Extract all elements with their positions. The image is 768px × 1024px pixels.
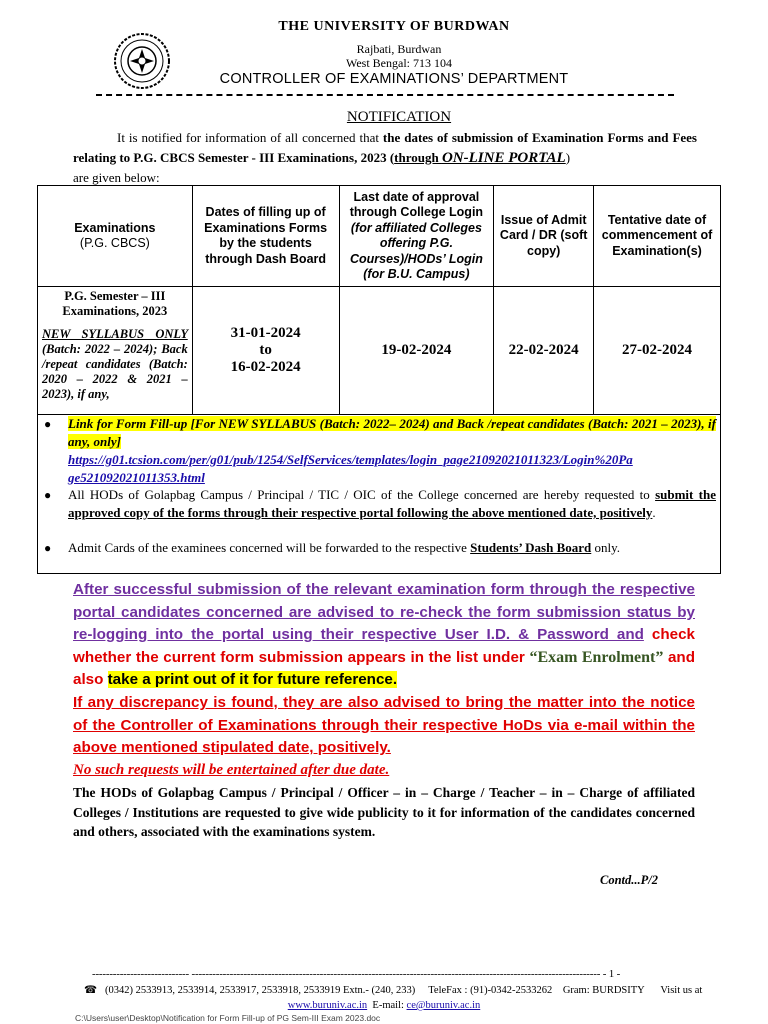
instructions-box	[37, 412, 721, 574]
intro-close-paren: )	[565, 150, 571, 165]
email-link[interactable]: ce@buruniv.ac.in	[406, 1000, 481, 1011]
header-filling: Dates of filling up of Examinations Forms by the students through Dash Board	[192, 186, 339, 287]
fill-end-date: 16-02-2024	[230, 359, 301, 375]
no-requests-note: No such requests will be entertained after due date.	[73, 762, 390, 778]
header-examinations-text: Examinations	[74, 220, 156, 235]
header-admit: Issue of Admit Card / DR (soft copy)	[494, 186, 594, 287]
email-label: E-mail:	[372, 1000, 404, 1011]
list-item	[44, 486, 716, 522]
intro-paragraph	[73, 128, 697, 188]
address-line-2: West Bengal: 713 104	[345, 56, 453, 70]
cell-exam	[38, 287, 193, 415]
fill-start-date: 31-01-2024	[230, 325, 301, 341]
department-name: CONTROLLER OF EXAMINATIONS’ DEPARTMENT	[219, 71, 569, 87]
footer-telefax: TeleFax : (91)-0342-2533262	[428, 985, 553, 996]
intro-bold-text: the dates of submission of Examination Forms and Fees relating to P.G. CBCS Semester - III Examinations, 2023 (	[73, 130, 697, 165]
header-approval	[339, 186, 494, 287]
form-link-label: Link for Form Fill-up [For NEW SYLLABUS (Batch: 2022– 2024) and Back /repeat candidates (Batch: 2021 – 2023), if any, only]	[68, 416, 716, 449]
intro-end-text: are given below:	[73, 170, 160, 185]
intro-text: It is notified for information of all concerned that	[117, 130, 383, 145]
cell-fill-dates	[192, 287, 339, 415]
advisory-paragraph	[73, 579, 695, 760]
header-divider	[96, 94, 674, 96]
new-syllabus-label: NEW SYLLABUS ONLY	[42, 327, 188, 341]
phone-icon: ☎	[84, 985, 98, 996]
table-row	[38, 287, 721, 415]
header-commencement: Tentative date of commencement of Examination(s)	[594, 186, 721, 287]
cell-commence-date: 27-02-2024	[594, 287, 721, 415]
notification-title	[0, 109, 768, 126]
bullet-icon: ●	[44, 417, 52, 431]
bullet-icon: ●	[44, 541, 52, 555]
hods-instruction-emphasis: submit the approved copy of the forms through their respective portal following the above mentioned date, positively	[68, 487, 716, 520]
form-fill-link[interactable]: https://g01.tcsion.com/per/g01/pub/1254/SelfServices/templates/login_page21092021011323/Login%20Pa ge521092021011353.html	[68, 452, 633, 485]
footer-visit: Visit us at	[660, 985, 703, 996]
footer-divider: ---------------------------- ---------------------------------------------------------------------------------------------------------------------- - 1 -	[92, 968, 621, 980]
header-approval-main: Last date of approval through College Login	[349, 189, 484, 219]
cell-admit-date: 22-02-2024	[494, 287, 594, 415]
exam-title: P.G. Semester – III Examinations, 2023	[62, 289, 168, 318]
bullet-icon: ●	[44, 488, 52, 502]
address-line-1: Rajbati, Burdwan	[356, 42, 442, 56]
intro-through-text: through	[394, 150, 442, 165]
admit-instruction: Admit Cards of the examinees concerned will be forwarded to the respective	[68, 540, 471, 555]
header-approval-italic: (for affiliated Colleges offering P.G. Courses)/HODs’ Login (for B.U. Campus)	[349, 220, 483, 281]
cell-approval-date: 19-02-2024	[339, 287, 494, 415]
intro-portal-text: ON-LINE PORTAL	[441, 150, 566, 166]
fill-to: to	[259, 342, 272, 358]
exam-enrolment-label: “Exam Enrolment”	[529, 648, 664, 666]
university-name: THE UNIVERSITY OF BURDWAN	[278, 19, 510, 34]
header-examinations	[38, 186, 193, 287]
website-link[interactable]: www.buruniv.ac.in	[287, 1000, 368, 1011]
batch-text: (Batch: 2022 – 2024); Back /repeat candidates (Batch: 2020 – 2022 & 2021 – 2023), if any,	[42, 342, 188, 401]
dash-board-label: Students’ Dash Board	[470, 540, 592, 555]
footer-web	[0, 1000, 768, 1011]
hods-instruction-end: .	[652, 505, 656, 520]
list-item	[44, 415, 716, 487]
continued-note: Contd...P/2	[600, 873, 658, 887]
notification-title-text: NOTIFICATION	[346, 109, 452, 125]
advisory-also-text: and also	[73, 648, 695, 689]
advisory-check-text: check whether the current form submission appears in the list under	[73, 626, 695, 666]
list-item	[44, 539, 716, 557]
advisory-recheck-text: After successful submission of the relevant examination form through the respective portal candidates concerned are advised to re-check the form submission status by re-logging into the portal using their respective User I.D. & Password and	[73, 581, 695, 644]
advisory-discrepancy-text: If any discrepancy is found, they are also advised to bring the matter into the notice of the Controller of Examinations through their respective HoDs via e-mail within the above mentioned stipulated date, positively.	[73, 693, 695, 757]
footer-phone: (0342) 2533913, 2533914, 2533917, 2533918, 2533919 Extn.- (240, 233)	[104, 985, 416, 996]
exam-schedule-table	[37, 185, 721, 415]
header-examinations-sub: (P.G. CBCS)	[79, 236, 150, 250]
publicity-paragraph: The HODs of Golapbag Campus / Principal / Officer – in – Charge / Teacher – in – Charge of affiliated Colleges / Institutions are requested to give wide publicity to it for information of the candidates concerned and others, associated with the examinations system.	[73, 785, 695, 839]
admit-instruction-end: only.	[591, 540, 621, 555]
footer-gram: Gram: BURDSITY	[562, 985, 645, 996]
file-path: C:\Users\user\Desktop\Notification for Form Fill-up of PG Sem-III Exam 2023.doc	[75, 1013, 381, 1023]
hods-instruction: All HODs of Golapbag Campus / Principal / TIC / OIC of the College concerned are hereby requested to	[68, 487, 656, 502]
footer-contact	[84, 984, 702, 996]
table-header-row	[38, 186, 721, 287]
advisory-print-text: take a print out of it for future reference.	[107, 671, 398, 689]
page-number: - 1 -	[602, 968, 621, 980]
